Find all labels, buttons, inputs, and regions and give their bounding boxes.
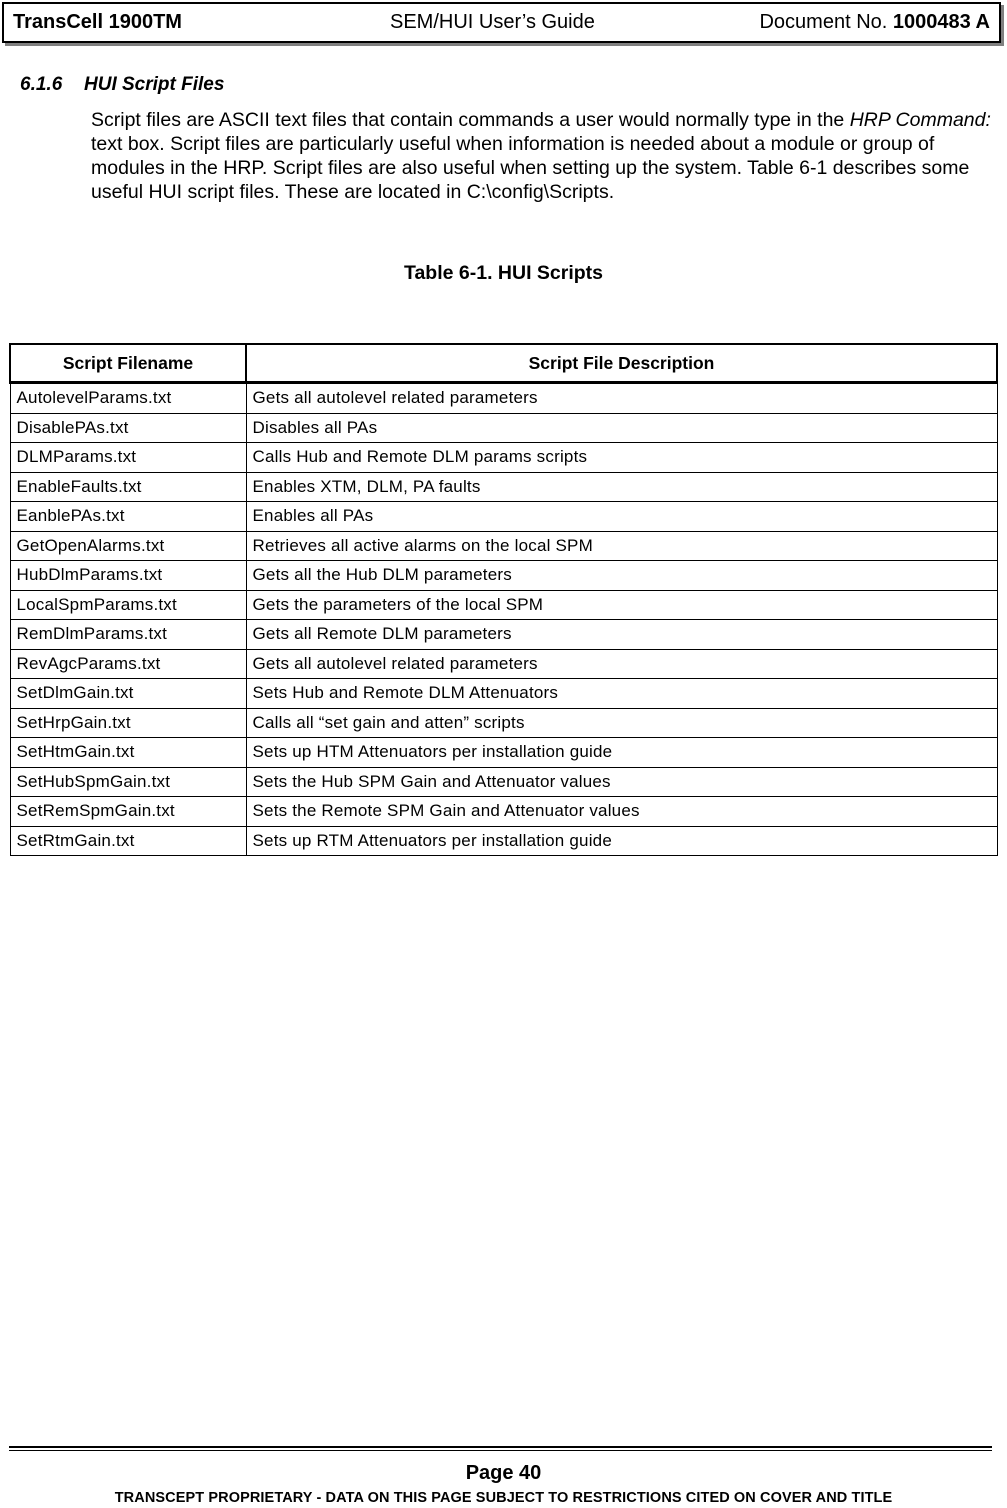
scripts-table xyxy=(9,343,998,856)
table-caption: Table 6-1. HUI Scripts xyxy=(403,262,604,284)
script-filename-cell: RevAgcParams.txt xyxy=(10,649,246,679)
script-filename-cell: EanblePAs.txt xyxy=(10,502,246,532)
script-filename-cell: AutolevelParams.txt xyxy=(10,383,246,414)
table-row xyxy=(10,826,997,856)
script-description-cell: Sets the Hub SPM Gain and Attenuator values xyxy=(246,767,997,797)
table-row xyxy=(10,531,997,561)
script-filename-cell: HubDlmParams.txt xyxy=(10,561,246,591)
script-filename-cell: SetDlmGain.txt xyxy=(10,679,246,709)
script-description-cell: Gets all Remote DLM parameters xyxy=(246,620,997,650)
table-row xyxy=(10,472,997,502)
proprietary-notice: TRANSCEPT PROPRIETARY - DATA ON THIS PAGE SUBJECT TO RESTRICTIONS CITED ON COVER AND TITLE xyxy=(114,1490,893,1506)
script-description-cell: Sets the Remote SPM Gain and Attenuator values xyxy=(246,797,997,827)
script-description-cell: Calls Hub and Remote DLM params scripts xyxy=(246,443,997,473)
script-description-cell: Sets Hub and Remote DLM Attenuators xyxy=(246,679,997,709)
script-description-cell: Gets all autolevel related parameters xyxy=(246,383,997,414)
paragraph-text-2: text box. Script files are particularly useful when information is needed about a module or group of modules in the HRP. Script files are also useful when setting up the system. Table 6-1 describes some useful HUI script files. These are located in C:\config\Scripts. xyxy=(91,133,970,203)
document-number xyxy=(759,4,990,41)
guide-title: SEM/HUI User’s Guide xyxy=(390,11,595,33)
table-row xyxy=(10,708,997,738)
script-description-cell: Gets the parameters of the local SPM xyxy=(246,590,997,620)
script-filename-cell: DisablePAs.txt xyxy=(10,413,246,443)
script-filename-cell: LocalSpmParams.txt xyxy=(10,590,246,620)
column-header-description: Script File Description xyxy=(246,344,997,383)
table-header-row xyxy=(10,344,997,383)
table-row xyxy=(10,679,997,709)
page-number: Page 40 xyxy=(465,1462,542,1484)
script-filename-cell: SetRtmGain.txt xyxy=(10,826,246,856)
paragraph-text-1: Script files are ASCII text files that contain commands a user would normally type in the xyxy=(91,109,850,131)
script-description-cell: Disables all PAs xyxy=(246,413,997,443)
table-row xyxy=(10,413,997,443)
section-heading xyxy=(20,74,224,96)
table-row xyxy=(10,797,997,827)
script-description-cell: Enables all PAs xyxy=(246,502,997,532)
script-filename-cell: SetRemSpmGain.txt xyxy=(10,797,246,827)
script-filename-cell: GetOpenAlarms.txt xyxy=(10,531,246,561)
page-header xyxy=(2,2,1001,43)
table-row xyxy=(10,502,997,532)
script-description-cell: Retrieves all active alarms on the local SPM xyxy=(246,531,997,561)
script-filename-cell: DLMParams.txt xyxy=(10,443,246,473)
script-description-cell: Sets up RTM Attenuators per installation guide xyxy=(246,826,997,856)
table-row xyxy=(10,767,997,797)
column-header-filename: Script Filename xyxy=(10,344,246,383)
table-row xyxy=(10,590,997,620)
script-description-cell: Calls all “set gain and atten” scripts xyxy=(246,708,997,738)
document-number-label: Document No. xyxy=(759,11,893,33)
body-paragraph xyxy=(91,108,996,204)
section-number: 6.1.6 xyxy=(20,74,63,95)
script-filename-cell: EnableFaults.txt xyxy=(10,472,246,502)
footer-divider xyxy=(9,1446,992,1451)
product-name: TransCell 1900TM xyxy=(13,11,182,33)
document-number-value: 1000483 A xyxy=(892,11,990,33)
paragraph-emphasis: HRP Command: xyxy=(849,109,991,131)
script-description-cell: Enables XTM, DLM, PA faults xyxy=(246,472,997,502)
table-row xyxy=(10,649,997,679)
table-row xyxy=(10,620,997,650)
table-row xyxy=(10,561,997,591)
script-filename-cell: RemDlmParams.txt xyxy=(10,620,246,650)
script-filename-cell: SetHrpGain.txt xyxy=(10,708,246,738)
script-description-cell: Gets all autolevel related parameters xyxy=(246,649,997,679)
script-description-cell: Gets all the Hub DLM parameters xyxy=(246,561,997,591)
script-filename-cell: SetHubSpmGain.txt xyxy=(10,767,246,797)
table-row xyxy=(10,738,997,768)
table-row xyxy=(10,443,997,473)
section-title: HUI Script Files xyxy=(84,74,225,95)
table-row xyxy=(10,383,997,414)
script-description-cell: Sets up HTM Attenuators per installation guide xyxy=(246,738,997,768)
script-filename-cell: SetHtmGain.txt xyxy=(10,738,246,768)
